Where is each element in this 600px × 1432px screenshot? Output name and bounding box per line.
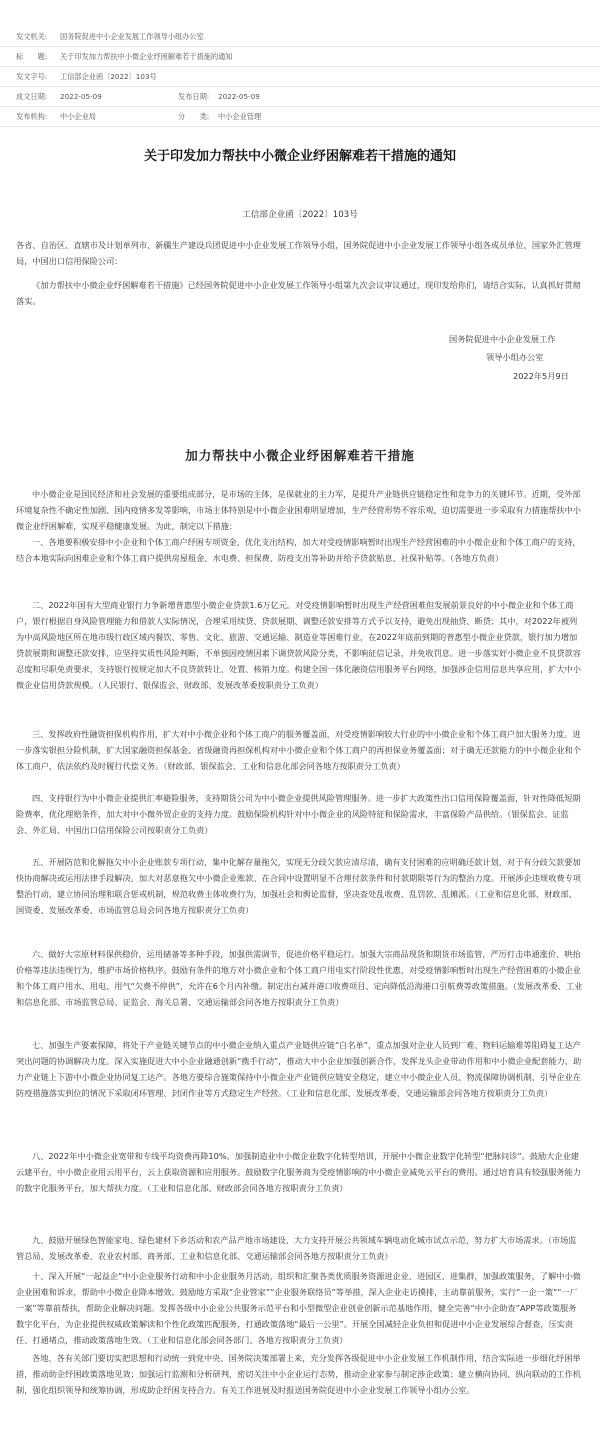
meta-published-label: 发布日期:	[178, 92, 210, 101]
measures-title: 加力帮扶中小微企业纾困解难若干措施	[185, 448, 415, 463]
meta-subject-value: 关于印发加力帮扶中小微企业纾困解难若干措施的通知	[60, 52, 233, 61]
meta-written-value: 2022-05-09	[60, 92, 102, 101]
notice-addressee: 各省、自治区、直辖市及计划单列市、新疆生产建设兵团促进中小企业发展工作领导小组，国务院促进中小企业发展工作领导小组各成员单位，国家外汇管理局，中国出口信用保险公司：	[16, 240, 581, 266]
signature-date: 2022年5月9日	[513, 371, 569, 381]
measure-item-3: 三、发挥政府性融资担保机构作用，扩大对中小微企业和个体工商户的服务覆盖面，对受疫情影响较大行业的中小微企业和个体工商户加大服务力度。进一步落实银担分险机制，扩大国家融资担保基金、省级融资再担保机构对中小微企业和个体工商户的再担保业务覆盖面；对于确无还款能力的中小微企业和个体工商户，依法依约及时履行代偿义务。（财政部、银保监会、工业和信息化部会同各地方按职责分工负责）	[16, 729, 581, 771]
meta-row-docno	[0, 68, 600, 87]
measure-item-7: 七、加强生产要素保障，将处于产业链关键节点的中小微企业纳入重点产业链供应链“白名单”，重点加强对企业人员到厂难、物料运输难等阻碍复工达产突出问题的协调解决力度。深入实施促进大中小企业融通创新“携手行动”，推动大中小企业加强创新合作，发挥龙头企业带动作用和中小微企业配套能力，助力产业链上下游中小微企业协同复工达产。各地方要综合施策保持中小微企业产业链供应链安全稳定，建立中小微企业人员、物流保障协调机制，引导企业在防疫措施落实到位的情况下采取闭环管理、封闭作业等方式稳定生产经营。（工业和信息化部、发展改革委、交通运输部会同各地方按职责分工负责）	[16, 1040, 582, 1098]
document-number: 工信部企业函〔2022〕103号	[242, 210, 358, 220]
meta-issuer-value: 国务院促进中小企业发展工作领导小组办公室	[60, 32, 204, 41]
meta-row-issuer	[0, 28, 600, 47]
meta-category-label: 分 类:	[178, 112, 210, 121]
measure-item-9: 九、鼓励开展绿色智能家电、绿色建材下乡活动和农产品产地市场建设，大力支持开展公共领域车辆电动化城市试点示范，努力扩大市场需求。（市场监管总局、发展改革委、农业农村部、商务部、工业和信息化部、交通运输部会同各地方按职责分工负责）	[16, 1235, 577, 1261]
measure-item-8: 八、2022年中小微企业宽带和专线平均资费再降10%。加强制造业中小微企业数字化转型培训，开展中小微企业数字化转型“把脉问诊”。鼓励大企业建云建平台，中小微企业用云用平台，云上获取资源和应用服务。鼓励数字化服务商为受疫情影响的中小微企业减免云平台的费用。通过培育具有较强服务能力的数字化服务平台，加大帮扶力度。（工业和信息化部、财政部会同各地方按职责分工负责）	[16, 1151, 581, 1193]
meta-written-label: 成文日期:	[16, 92, 48, 101]
measure-item-1: 一、各地要积极安排中小企业和个体工商户纾困专项资金，优化支出结构，加大对受疫情影响暂时出现生产经营困难的中小微企业和个体工商户的支持，结合本地实际向困难企业和个体工商户提供房屋租金、水电费、担保费、防疫支出等补助并给予贷款贴息、社保补贴等。（各地方负责）	[16, 537, 581, 563]
meta-row-dates	[0, 88, 600, 107]
measure-item-5: 五、开展防范和化解拖欠中小企业账款专项行动，集中化解存量拖欠，实现无分歧欠款应清尽清，确有支付困难的应明确还款计划，对于有分歧欠款要加快协商解决或运用法律手段解决。加大对恶意拖欠中小微企业账款、在合同中设置明显不合理付款条件和付款期限等行为的整治力度。开展涉企违规收费专项整治行动，建立协同治理和联合惩戒机制，规范收费主体收费行为，加强社会和舆论监督，坚决查处乱收费、乱罚款、乱摊派。（工业和信息化部、财政部、国资委、发展改革委、市场监管总局会同各地方按职责分工负责）	[16, 857, 581, 915]
measure-item-10: 十、深入开展“一起益企”中小企业服务行动和中小企业服务月活动，组织和汇聚各类优质服务资源进企业、进园区、进集群，加强政策服务，了解中小微企业困难和诉求，帮助中小微企业降本增效。鼓励地方采取“企业管家”“企业服务联络员”等举措，深入企业走访摸排，主动靠前服务，实行“一企一策”“一厂一案”等靠前帮扶，帮助企业解决问题。发挥各级中小企业公共服务示范平台和小型微型企业创业创新示范基地作用，健全完善“中小企助查”APP等政策服务数字化平台，为企业提供权威政策解读和个性化政策匹配服务，打通政策落地“最后一公里”。开展全国减轻企业负担和促进中小企业发展综合督查，压实责任、打通堵点，推动政策落地生效。（工业和信息化部会同各部门、各地方按职责分工负责）	[16, 1271, 581, 1345]
meta-docno-label: 发文字号:	[16, 72, 48, 81]
meta-issuer-label: 发文机关:	[16, 32, 48, 41]
measure-item-4: 四、支持银行为中小微企业提供汇率避险服务，支持期货公司为中小微企业提供风险管理服务。进一步扩大政策性出口信用保险覆盖面，针对性降低短期险费率，优化理赔条件，加大对中小微外贸企业的支持力度。鼓励保险机构针对中小微企业的风险特征和保险需求，丰富保险产品供给。（银保监会、证监会、外汇局、中国出口信用保险公司按职责分工负责）	[16, 793, 581, 835]
meta-category-value: 中小企业管理	[218, 112, 262, 121]
measures-intro: 中小微企业是国民经济和社会发展的重要组成部分，是市场的主体，是保就业的主力军，是提升产业链供应链稳定性和竞争力的关键环节。近期，受外部环境复杂性不确定性加剧、国内疫情多发等影响，市场主体特别是中小微企业困难明显增加，生产经营形势不容乐观，迫切需要进一步采取有力措施帮扶中小微企业纾困解难，实现平稳健康发展。为此，制定以下措施：	[16, 489, 581, 531]
measures-closing: 各地、各有关部门要切实把思想和行动统一到党中央、国务院决策部署上来，充分发挥各级促进中小企业发展工作机制作用，结合实际进一步细化纾困举措，推动助企纾困政策落地见效；加强运行监测和分析研判，密切关注中小企业运行态势，推动企业家参与制定涉企政策；建立横向协同、纵向联动的工作机制，强化组织领导和统筹协调，形成助企纾困支持合力。有关工作进展及时报送国务院促进中小企业发展工作领导小组办公室。	[16, 1353, 581, 1395]
measure-item-6: 六、做好大宗原材料保供稳价，运用储备等多种手段，加强供需调节，促进价格平稳运行。加强大宗商品现货和期货市场监管，严厉打击串通涨价、哄抬价格等违法违规行为，维护市场价格秩序。鼓励有条件的地方对小微企业和个体工商户用电实行阶段性优惠，对受疫情影响暂时出现生产经营困难的小微企业和个体工商户用水、用电、用气“欠费不停供”，允许在6个月内补缴。制定出台减并港口收费项目、定向降低沿海港口引航费等政策措施。（发展改革委、工业和信息化部、市场监管总局、证监会、海关总署、交通运输部会同各地方按职责分工负责）	[16, 949, 583, 1007]
meta-row-subject	[0, 48, 600, 67]
signature-line-2: 领导小组办公室	[486, 352, 544, 362]
meta-row-publisher	[0, 108, 600, 127]
measure-item-2: 二、2022年国有大型商业银行力争新增普惠型小微企业贷款1.6万亿元。对受疫情影响暂时出现生产经营困难但发展前景良好的中小微企业和个体工商户，银行根据自身风险管理能力和借款人实际情况，合理采用续贷、贷款展期、调整还款安排等方式予以支持，避免出现抽贷、断贷；其中，对2022年被列为中高风险地区所在地市级行政区域内餐饮、零售、文化、旅游、交通运输、制造业等困难行业，在2022年底前到期的普惠型小微企业贷款，银行加力增加贷款展期和调整还款安排，应坚持实质性风险判断，不单独因疫情因素下调贷款风险分类，不影响征信记录，并免收罚息。进一步落实好小微企业不良贷款容忍度和尽职免责要求，支持银行按规定加大不良贷款转让、处置、核销力度。构建全国一体化融资信用服务平台网络，加强涉企信用信息共享应用，扩大中小微企业信用贷款规模。（人民银行、银保监会、财政部、发展改革委按职责分工负责）	[16, 600, 581, 690]
meta-publisher-value: 中小企业局	[60, 112, 96, 121]
notice-body: 《加力帮扶中小微企业纾困解难若干措施》已经国务院促进中小企业发展工作领导小组第九次会议审议通过，现印发给你们，请结合实际，认真抓好贯彻落实。	[16, 280, 581, 306]
document-title: 关于印发加力帮扶中小微企业纾困解难若干措施的通知	[143, 149, 456, 164]
meta-subject-label: 标 题:	[16, 52, 48, 61]
meta-docno-value: 工信部企业函〔2022〕103号	[60, 72, 157, 81]
signature-line-1: 国务院促进中小企业发展工作	[449, 334, 556, 344]
meta-published-value: 2022-05-09	[218, 92, 260, 101]
meta-publisher-label: 发布机构:	[16, 112, 48, 121]
